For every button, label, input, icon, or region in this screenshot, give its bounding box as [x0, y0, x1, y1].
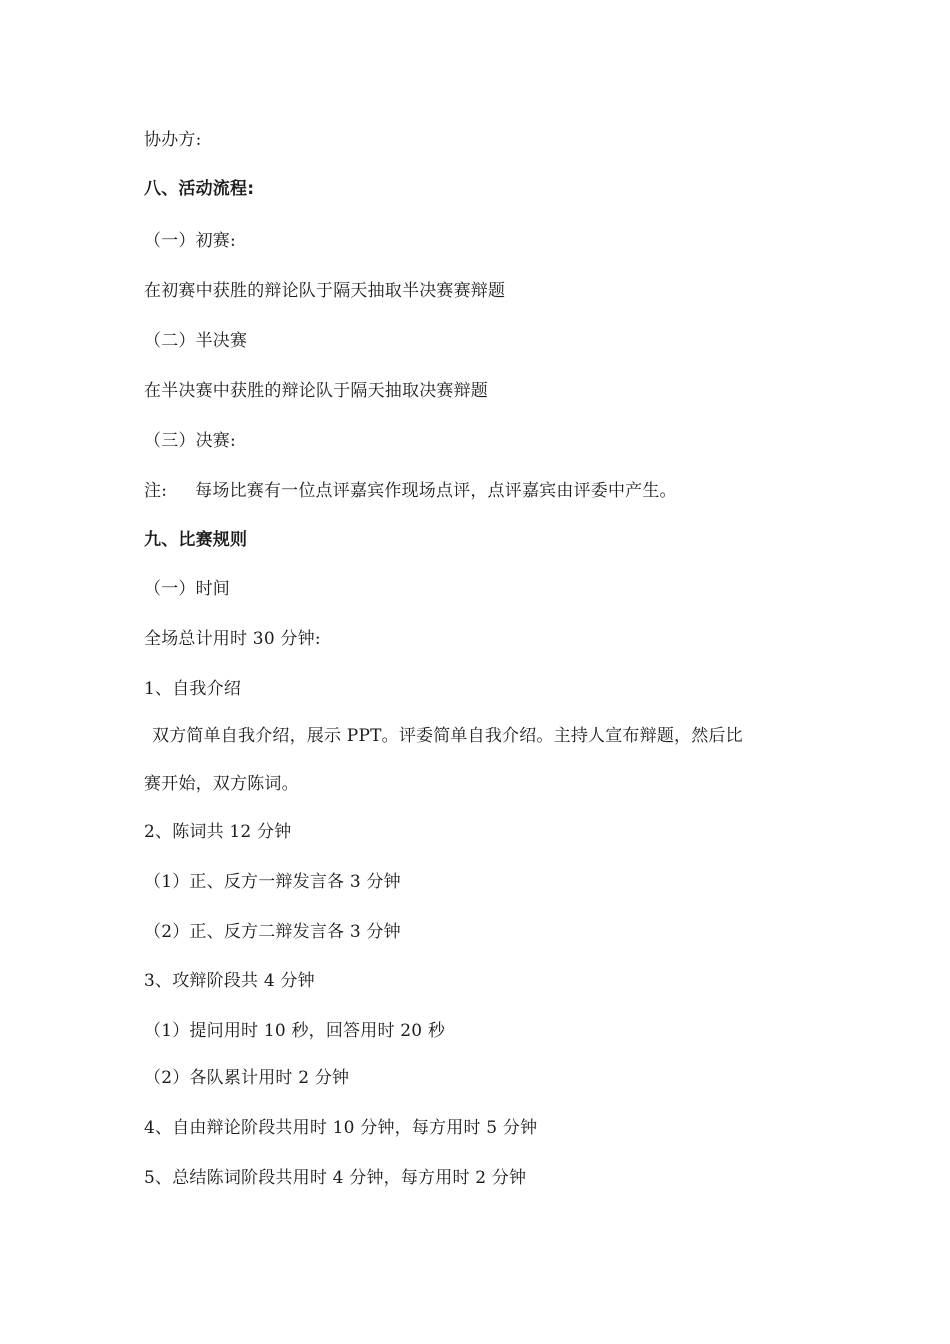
subheading-preliminary: （一）初赛: [144, 231, 236, 251]
section-heading-activity-process: 八、活动流程: [144, 179, 255, 199]
subheading-semifinal: （二）半决赛 [144, 331, 248, 351]
co-organizer-line: 协办方: [144, 130, 202, 150]
paragraph-total-time: 全场总计用时 30 分钟: [144, 629, 321, 649]
paragraph-preliminary: 在初赛中获胜的辩论队于隔天抽取半决赛赛辩题 [144, 281, 506, 301]
item-closing-statements: 5、总结陈词阶段共用时 4 分钟，每方用时 2 分钟 [144, 1168, 527, 1188]
item-question-answer-time: （1）提问用时 10 秒，回答用时 20 秒 [144, 1021, 446, 1041]
item-cross-examination: 3、攻辩阶段共 4 分钟 [144, 971, 315, 991]
item-free-debate: 4、自由辩论阶段共用时 10 分钟，每方用时 5 分钟 [144, 1118, 538, 1138]
paragraph-self-introduction-2: 赛开始，双方陈词。 [144, 774, 299, 794]
paragraph-self-introduction-1: 双方简单自我介绍，展示 PPT。评委简单自我介绍。主持人宣布辩题，然后比 [152, 726, 743, 746]
note-line [144, 479, 677, 503]
subheading-final: （三）决赛: [144, 431, 236, 451]
item-opening-first-speakers: （1）正、反方一辩发言各 3 分钟 [144, 872, 401, 892]
section-heading-competition-rules: 九、比赛规则 [144, 530, 248, 550]
item-opening-statements: 2、陈词共 12 分钟 [144, 822, 292, 842]
item-opening-second-speakers: （2）正、反方二辩发言各 3 分钟 [144, 922, 401, 942]
note-text: 每场比赛有一位点评嘉宾作现场点评，点评嘉宾由评委中产生。 [195, 481, 677, 501]
note-label: 注: [144, 481, 168, 501]
subheading-time: （一）时间 [144, 579, 230, 599]
paragraph-semifinal: 在半决赛中获胜的辩论队于隔天抽取决赛辩题 [144, 381, 488, 401]
item-team-cumulative-time: （2）各队累计用时 2 分钟 [144, 1068, 350, 1088]
item-self-introduction: 1、自我介绍 [144, 679, 242, 699]
